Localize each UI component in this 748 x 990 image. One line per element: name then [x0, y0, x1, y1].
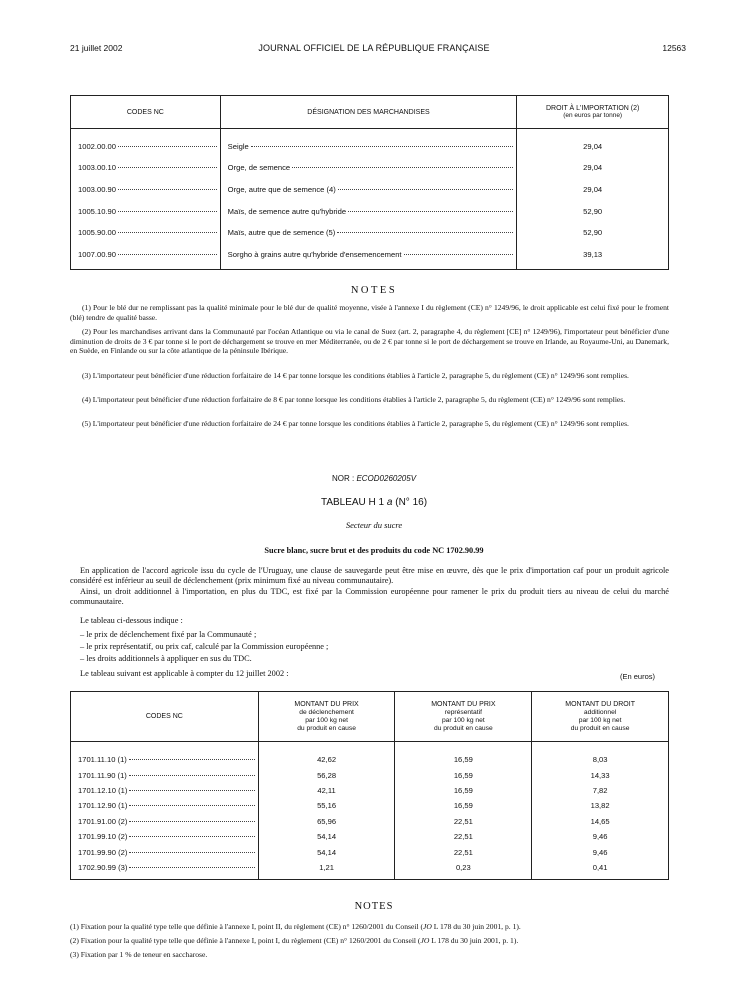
row-code: 1002.00.00: [78, 141, 117, 151]
table-row: [71, 814, 669, 829]
page-number: 12563: [662, 43, 686, 53]
row-code: 1701.99.90 (2): [78, 847, 128, 857]
note-4: (4) L'importateur peut bénéficier d'une réduction forfaitaire de 8 € par tonne lorsque les conditions établies à l'article 2, paragraphe 5, du règlement (CE) n° 1249/96 sont remplies.: [82, 395, 626, 404]
row-representative-price: 16,59: [395, 798, 532, 813]
row-value: 29,04: [517, 157, 669, 179]
row-value: 52,90: [517, 200, 669, 222]
notes-heading-2: NOTES: [354, 901, 394, 912]
table-row: [71, 157, 669, 179]
row-additional-duty: 14,33: [532, 767, 669, 782]
row-representative-price: 22,51: [395, 844, 532, 859]
row-code: 1701.99.10 (2): [78, 832, 128, 842]
header-line: par 100 kg net: [305, 716, 348, 724]
row-representative-price: 22,51: [395, 814, 532, 829]
header-representative-price: [395, 692, 532, 742]
table-row: [71, 742, 669, 768]
row-designation: Maïs, de semence autre qu'hybride: [227, 206, 347, 216]
table-row: [71, 179, 669, 201]
table-row: [71, 783, 669, 798]
tableau-title-post: (N° 16): [392, 497, 428, 508]
row-additional-duty: 8,03: [532, 742, 669, 768]
header-line: du produit en cause: [570, 724, 630, 732]
row-code: 1701.12.90 (1): [78, 801, 128, 811]
row-additional-duty: 0,41: [532, 860, 669, 880]
header-droit: [517, 96, 669, 129]
header-date: 21 juillet 2002: [70, 43, 123, 53]
table-row: [71, 767, 669, 782]
row-representative-price: 16,59: [395, 783, 532, 798]
row-trigger-price: 42,62: [258, 742, 395, 768]
row-representative-price: 0,23: [395, 860, 532, 880]
row-designation: Orge, de semence: [227, 163, 291, 173]
table-row: [71, 129, 669, 158]
import-duty-table: [70, 95, 669, 270]
row-code: 1702.90.99 (3): [78, 862, 128, 872]
footnote-2-jo: JO: [420, 936, 430, 945]
row-value: 29,04: [517, 179, 669, 201]
paragraph-2: Ainsi, un droit additionnel à l'importation, en plus du TDC, est fixé par la Commission européenne pour ramener le prix du produit tiers au niveau de celui du marché communautaire.: [70, 587, 669, 607]
row-trigger-price: 1,21: [258, 860, 395, 880]
footnote-2-pre: (2) Fixation pour la qualité type telle que définie à l'annexe I, point I, du règlement (CE) n° 1260/2001 du Conseil (: [70, 936, 421, 945]
nor-reference: [0, 474, 748, 483]
unit-label: (En euros): [619, 672, 655, 681]
table-row: [71, 244, 669, 270]
table-header-row: [71, 692, 669, 742]
footnote-3: (3) Fixation par 1 % de teneur en saccharose.: [70, 950, 208, 959]
section-title: Sucre blanc, sucre brut et des produits du code NC 1702.90.99: [264, 546, 484, 555]
table-row: [71, 200, 669, 222]
tableau-title-a: a: [386, 497, 393, 508]
header-line: par 100 kg net: [578, 716, 622, 724]
row-code: 1701.11.90 (1): [78, 770, 127, 780]
sugar-price-table: [70, 691, 669, 880]
note-3: (3) L'importateur peut bénéficier d'une réduction forfaitaire de 14 € par tonne lorsque les conditions établies à l'article 2, paragraphe 5, du règlement (CE) n° 1249/96 sont remplies.: [82, 371, 629, 380]
note-5: (5) L'importateur peut bénéficier d'une réduction forfaitaire de 24 € par tonne lorsque les conditions établies à l'article 2, paragraphe 5, du règlement (CE) n° 1249/96 sont remplies.: [82, 419, 629, 428]
row-additional-duty: 13,82: [532, 798, 669, 813]
row-code: 1003.00.90: [78, 185, 117, 195]
tableau-title: [0, 497, 748, 508]
header-line: de déclenchement: [299, 708, 354, 716]
footnote-2-post: L 178 du 30 juin 2001, p. 1).: [429, 936, 519, 945]
bullet-2: – le prix représentatif, ou prix caf, calculé par la Commission européenne ;: [80, 642, 329, 651]
footnote-1-jo: JO: [423, 922, 432, 931]
table-header-row: [71, 96, 669, 129]
bullet-3: – les droits additionnels à appliquer en sus du TDC.: [80, 654, 252, 663]
row-value: 29,04: [517, 129, 669, 158]
table-row: [71, 829, 669, 844]
table-row: [71, 222, 669, 244]
header-droit-line1: DROIT À L'IMPORTATION (2): [545, 105, 640, 112]
header-codes-nc: CODES NC: [71, 96, 221, 129]
header-line: représentatif: [444, 708, 482, 716]
bullet-1: – le prix de déclenchement fixé par la Communauté ;: [80, 630, 257, 639]
row-trigger-price: 65,96: [258, 814, 395, 829]
row-code: 1003.00.10: [78, 163, 117, 173]
note-1: (1) Pour le blé dur ne remplissant pas la qualité minimale pour le blé dur de qualité moyenne, visée à l'annexe I du règlement (CE) n° 1249/96, le droit applicable est celui fixé pour le froment (blé) tendre de qualité basse.: [70, 303, 669, 322]
header-line: MONTANT DU DROIT: [565, 700, 635, 708]
row-trigger-price: 42,11: [258, 783, 395, 798]
row-representative-price: 16,59: [395, 767, 532, 782]
row-additional-duty: 14,65: [532, 814, 669, 829]
secteur-subtitle: Secteur du sucre: [345, 520, 403, 530]
row-trigger-price: 54,14: [258, 844, 395, 859]
header-line: additionnel: [583, 708, 617, 716]
row-code: 1701.12.10 (1): [78, 785, 128, 795]
notes-heading: NOTES: [350, 285, 398, 296]
row-value: 52,90: [517, 222, 669, 244]
row-code: 1701.91.00 (2): [78, 816, 128, 826]
header-trigger-price: [258, 692, 395, 742]
header-line: du produit en cause: [297, 724, 356, 732]
nor-code: ECOD0260205V: [356, 474, 417, 483]
row-trigger-price: 54,14: [258, 829, 395, 844]
footnote-2: [70, 936, 518, 945]
footnote-1: [70, 922, 521, 931]
nor-label: NOR :: [331, 474, 355, 483]
table-row: [71, 798, 669, 813]
row-designation: Seigle: [227, 141, 249, 151]
row-designation: Sorgho à grains autre qu'hybride d'ensemencement: [227, 250, 402, 260]
table-row: [71, 844, 669, 859]
row-representative-price: 22,51: [395, 829, 532, 844]
header-line: MONTANT DU PRIX: [294, 700, 359, 708]
header-droit-line2: (en euros par tonne): [563, 112, 623, 119]
header-line: MONTANT DU PRIX: [431, 700, 496, 708]
header-line: du produit en cause: [433, 724, 493, 732]
paragraph-4: Le tableau suivant est applicable à compter du 12 juillet 2002 :: [80, 669, 289, 678]
paragraph-3: Le tableau ci-dessous indique :: [80, 616, 183, 625]
note-2: (2) Pour les marchandises arrivant dans la Communauté par l'océan Atlantique ou via le canal de Suez (art. 2, paragraphe 4, du règlement [CE] n° 1249/96), l'importateur peut bénéficier d'une diminution de droits de 3 € par tonne si le port de déchargement se trouve en mer Méditerranée, ou de 2 € par tonne si le port de déchargement se trouve en Irlande, au Royaume-Uni, au Danemark, en Suède, en Finlande ou sur la côte atlantique de la péninsule Ibérique.: [70, 327, 669, 356]
row-trigger-price: 55,16: [258, 798, 395, 813]
header-codes-nc: CODES NC: [71, 692, 259, 742]
header-additional-duty: [532, 692, 669, 742]
row-code: 1005.10.90: [78, 206, 117, 216]
header-designation: DÉSIGNATION DES MARCHANDISES: [220, 96, 517, 129]
row-additional-duty: 9,46: [532, 829, 669, 844]
row-designation: Maïs, autre que de semence (5): [227, 228, 336, 238]
row-value: 39,13: [517, 244, 669, 270]
row-designation: Orge, autre que de semence (4): [227, 185, 336, 195]
row-representative-price: 16,59: [395, 742, 532, 768]
row-additional-duty: 9,46: [532, 844, 669, 859]
table-row: [71, 860, 669, 880]
row-trigger-price: 56,28: [258, 767, 395, 782]
footnote-1-post: L 178 du 30 juin 2001, p. 1).: [431, 922, 521, 931]
row-code: 1005.90.00: [78, 228, 117, 238]
row-additional-duty: 7,82: [532, 783, 669, 798]
journal-title: JOURNAL OFFICIEL DE LA RÉPUBLIQUE FRANÇAISE: [258, 43, 490, 53]
header-line: par 100 kg net: [441, 716, 485, 724]
paragraph-1: En application de l'accord agricole issu du cycle de l'Uruguay, une clause de sauvegarde peut être mise en œuvre, dès que le prix d'importation caf pour un produit agricole considéré est inférieur au seuil de déclenchement (prix minimum fixé au niveau communautaire).: [70, 566, 669, 586]
tableau-title-pre: TABLEAU H 1: [320, 497, 387, 508]
row-code: 1701.11.10 (1): [78, 755, 127, 765]
row-code: 1007.00.90: [78, 250, 117, 260]
footnote-1-pre: (1) Fixation pour la qualité type telle que définie à l'annexe I, point II, du règlement (CE) n° 1260/2001 du Conseil (: [70, 922, 423, 931]
